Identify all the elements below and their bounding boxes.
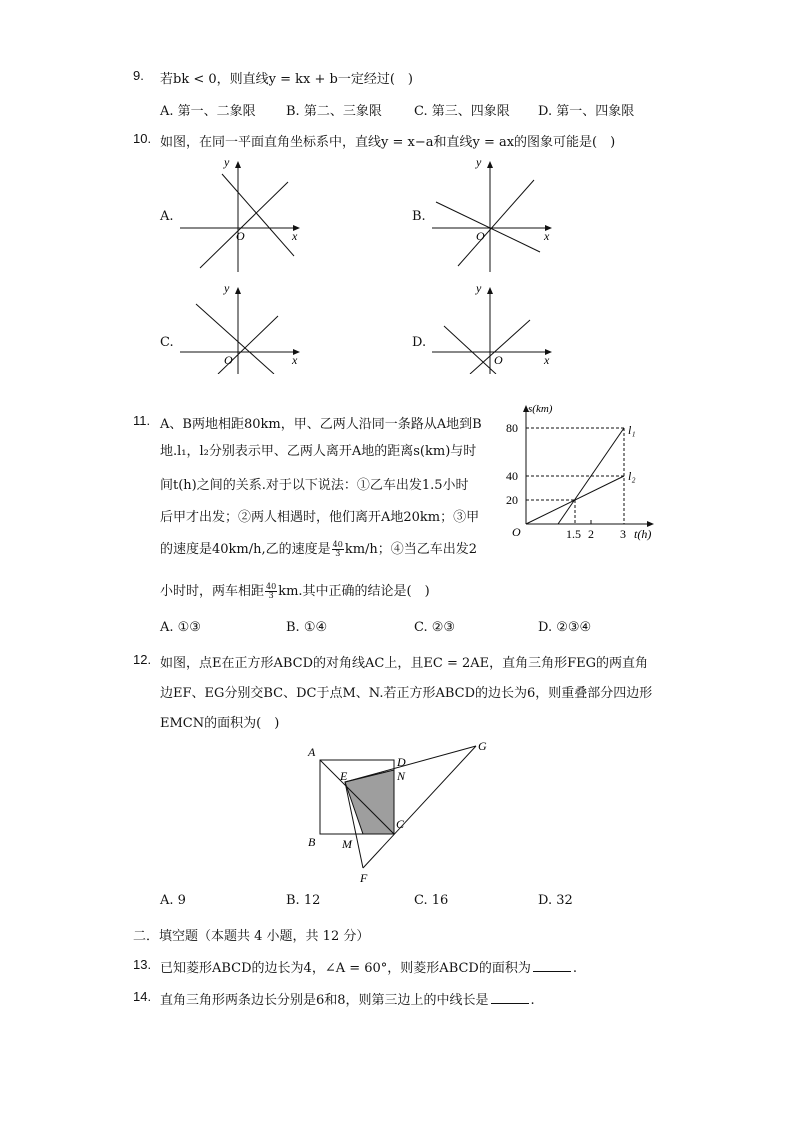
option-c[interactable]: C. 第三、四象限 [414,104,510,119]
answer-blank[interactable] [491,991,529,1004]
option-b[interactable]: B. 第二、三象限 [286,104,382,119]
x-axis-label: x [544,229,550,243]
fraction-40-3: $\frac{40}{3}$ [332,540,343,558]
square-triangle-figure [300,736,500,886]
option-a[interactable]: A. 9 [160,893,186,908]
x-tick-3: 3 [620,527,626,541]
option-c[interactable]: C. ②③ [414,620,456,635]
line-5-before: 的速度是40km/h,乙的速度是 [160,542,331,557]
x-tick-1-5: 1.5 [566,527,581,541]
option-a[interactable]: A. 第一、二象限 [160,104,256,119]
option-d[interactable]: D. 第一、四象限 [538,104,635,119]
line-l2-label: l₂ [628,469,636,483]
x-axis-label: x [544,353,550,367]
question-number: 11. [133,413,151,428]
origin-label: O [236,229,245,243]
option-b-label[interactable]: B. [412,209,426,224]
point-f-label: F [360,871,368,885]
question-stem: 若bk < 0，则直线y = kx + b一定经过( ) [160,72,413,87]
point-b-label: B [308,835,316,849]
x-axis-label: x [292,353,298,367]
stem-before: 直角三角形两条边长分别是6和8，则第三边上的中线长是 [160,993,489,1008]
distance-time-graph [500,398,666,546]
graph-option-c[interactable] [178,282,308,374]
question-line-5 [160,538,477,558]
line-6-before: 小时时，两车相距 [160,584,265,599]
point-m-label: M [342,837,352,851]
y-tick-80: 80 [506,421,518,435]
option-b[interactable]: B. ①④ [286,620,328,635]
option-c[interactable]: C. 16 [414,893,449,908]
question-number: 13. [133,957,152,972]
y-axis-label: y [224,282,230,295]
question-line-3: EMCN的面积为( ) [160,716,280,731]
question-line-2: 地.l₁，l₂分别表示甲、乙两人离开A地的距离s(km)与时 [160,444,477,459]
graph-option-a[interactable] [178,156,308,276]
stem-before: 已知菱形ABCD的边长为4，∠A = 60°，则菱形ABCD的面积为 [160,961,531,976]
option-b[interactable]: B. 12 [286,893,321,908]
question-line-2: 边EF、EG分别交BC、DC于点M、N.若正方形ABCD的边长为6，则重叠部分四边形 [160,686,653,701]
x-axis-label: x [292,229,298,243]
question-line-3: 间t(h)之间的关系.对于以下说法：①乙车出发1.5小时 [160,478,469,493]
question-stem [160,957,577,976]
fraction-40-3: $\frac{40}{3}$ [266,582,277,600]
graph-option-d[interactable] [430,282,560,374]
option-d[interactable]: D. 32 [538,893,573,908]
origin-label: O [476,229,485,243]
option-a[interactable]: A. ①③ [160,620,201,635]
section-title: 二．填空题（本题共 4 小题，共 12 分） [133,929,370,944]
x-axis-label: t(h) [634,527,652,541]
origin-label: O [224,353,233,367]
point-a-label: A [308,745,316,759]
y-axis-label: y [224,156,230,169]
question-number: 10. [133,131,152,146]
line-6-after: km.其中正确的结论是( ) [278,584,430,599]
point-g-label: G [478,739,487,753]
question-number: 9. [133,68,144,83]
y-tick-20: 20 [506,493,518,507]
question-number: 12. [133,652,152,667]
y-axis-label: s(km) [528,403,553,415]
graph-option-b[interactable] [430,156,560,276]
stem-after: . [572,961,577,976]
origin-label: O [512,525,521,539]
question-line-1: 如图，点E在正方形ABCD的对角线AC上，且EC = 2AE，直角三角形FEG的两直角 [160,656,649,671]
question-number: 14. [133,989,152,1004]
origin-label: O [494,353,503,367]
option-a-label[interactable]: A. [160,209,174,224]
y-tick-40: 40 [506,469,518,483]
point-e-label: E [340,769,348,783]
point-d-label: D [397,755,406,769]
question-line-6 [160,580,430,600]
answer-blank[interactable] [533,959,571,972]
stem-after: . [530,993,535,1008]
question-stem: 如图，在同一平面直角坐标系中，直线y = x−a和直线y = ax的图象可能是( ) [160,135,616,150]
option-c-label[interactable]: C. [160,335,174,350]
x-tick-2: 2 [588,527,594,541]
point-n-label: N [397,769,406,783]
question-line-4: 后甲才出发；②两人相遇时，他们离开A地20km；③甲 [160,510,480,525]
option-d-label[interactable]: D. [412,335,427,350]
line-5-after: km/h；④当乙车出发2 [344,542,478,557]
question-line-1: A、B两地相距80km，甲、乙两人沿同一条路从A地到B [160,417,482,432]
line-l1-label: l₁ [628,423,636,437]
point-c-label: C [396,817,405,831]
option-d[interactable]: D. ②③④ [538,620,592,635]
y-axis-label: y [476,282,482,295]
question-stem [160,989,535,1008]
y-axis-label: y [476,156,482,169]
